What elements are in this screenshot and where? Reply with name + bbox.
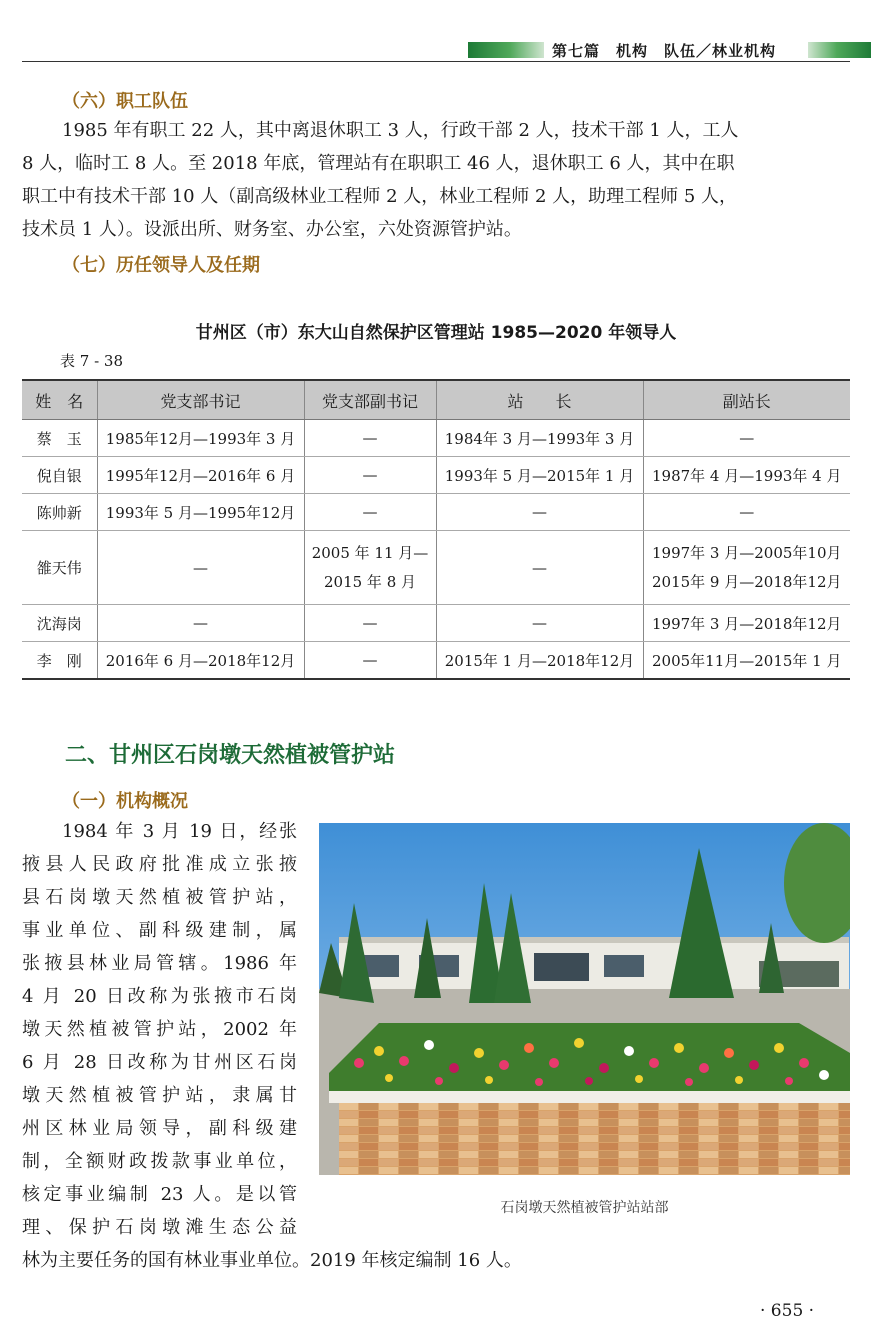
paragraph-line: 1984 年 3 月 19 日，经张 — [62, 821, 297, 842]
header-deputy-secretary: 党支部副书记 — [304, 380, 436, 420]
section-2-paragraph — [22, 815, 297, 1244]
cell-line: 2015 年 8 月 — [323, 572, 417, 591]
paragraph-line: 核定事业编制 23 人。是以管 — [22, 1184, 297, 1205]
paragraph-line: 8 人，临时工 8 人。至 2018 年底，管理站有在职职工 46 人，退休职工 6 人，其中在职 — [22, 153, 735, 174]
paragraph-line: 张掖县林业局管辖。1986 年 — [22, 953, 297, 974]
cell-director: 1984年 3 月—1993年 3 月 — [436, 420, 643, 457]
section-2-title: 二、甘州区石岗墩天然植被管护站 — [65, 743, 396, 768]
paragraph-line: 6 月 28 日改称为甘州区石岗 — [22, 1052, 297, 1073]
cell-deputy-director: — — [643, 420, 850, 457]
cell-director: 1993年 5 月—2015年 1 月 — [436, 457, 643, 494]
header-title: 第七篇 机构 队伍／林业机构 — [552, 42, 777, 60]
paragraph-line: 州区林业局领导，副科级建 — [22, 1118, 297, 1139]
cell-secretary: 1985年12月—1993年 3 月 — [97, 420, 304, 457]
paragraph-line: 掖县人民政府批准成立张掖 — [22, 854, 297, 875]
cell-deputy-secretary: — — [304, 605, 436, 642]
cell-name: 李 刚 — [22, 642, 97, 680]
cell-deputy-director: 2005年11月—2015年 1 月 — [643, 642, 850, 680]
cell-director: — — [436, 494, 643, 531]
cell-director: — — [436, 605, 643, 642]
section-7-heading: （七）历任领导人及任期 — [62, 255, 260, 276]
paragraph-line: 理、保护石岗墩滩生态公益 — [22, 1217, 297, 1238]
cell-line: 2005 年 11 月— — [311, 543, 429, 562]
cell-deputy-secretary: — — [304, 420, 436, 457]
station-photo-illustration — [319, 823, 850, 1175]
cell-name: 雒天伟 — [22, 531, 97, 605]
table-row — [22, 642, 850, 680]
header-rule — [22, 61, 850, 62]
cell-name: 沈海岗 — [22, 605, 97, 642]
cell-deputy-director: — — [643, 494, 850, 531]
cell-name: 陈帅新 — [22, 494, 97, 531]
header-deputy-director: 副站长 — [643, 380, 850, 420]
leaders-table — [22, 379, 850, 680]
cell-secretary: 1995年12月—2016年 6 月 — [97, 457, 304, 494]
cell-secretary: — — [97, 531, 304, 605]
table-row — [22, 531, 850, 605]
table-row — [22, 420, 850, 457]
table-caption: 甘州区（市）东大山自然保护区管理站 1985—2020 年领导人 — [195, 323, 677, 343]
section-2-last-line — [22, 1244, 850, 1277]
cell-name: 蔡 玉 — [22, 420, 97, 457]
header-decor-bar-right — [808, 42, 871, 58]
section-6-paragraph — [22, 114, 850, 246]
header-name: 姓 名 — [22, 380, 97, 420]
section-6-heading: （六）职工队伍 — [62, 91, 188, 112]
table-number: 表 7 - 38 — [60, 352, 124, 370]
cell-director: — — [436, 531, 643, 605]
paragraph-line: 制，全额财政拨款事业单位， — [22, 1151, 297, 1172]
paragraph-line: 1985 年有职工 22 人，其中离退休职工 3 人，行政干部 2 人，技术干部 1 人，工人 — [62, 120, 739, 141]
cell-deputy-secretary — [304, 531, 436, 605]
cell-line: 1997年 3 月—2005年10月 — [651, 543, 842, 562]
section-2-sub-heading: （一）机构概况 — [62, 791, 188, 812]
table-row — [22, 605, 850, 642]
cell-name: 倪自银 — [22, 457, 97, 494]
cell-deputy-director: 1987年 4 月—1993年 4 月 — [643, 457, 850, 494]
paragraph-line: 技术员 1 人）。设派出所、财务室、办公室，六处资源管护站。 — [22, 219, 522, 240]
paragraph-line: 县石岗墩天然植被管护站， — [22, 887, 297, 908]
paragraph-line: 4 月 20 日改称为张掖市石岗 — [22, 986, 297, 1007]
table-row — [22, 494, 850, 531]
running-header — [22, 40, 850, 64]
paragraph-line: 林为主要任务的国有林业事业单位。2019 年核定编制 16 人。 — [22, 1250, 522, 1271]
cell-deputy-secretary: — — [304, 494, 436, 531]
cell-line: 2015年 9 月—2018年12月 — [651, 572, 842, 591]
header-secretary: 党支部书记 — [97, 380, 304, 420]
cell-secretary: 1993年 5 月—1995年12月 — [97, 494, 304, 531]
cell-deputy-director: 1997年 3 月—2018年12月 — [643, 605, 850, 642]
cell-secretary: — — [97, 605, 304, 642]
paragraph-line: 事业单位、副科级建制，属 — [22, 920, 297, 941]
paragraph-line: 墩天然植被管护站，隶属甘 — [22, 1085, 297, 1106]
header-director: 站 长 — [436, 380, 643, 420]
paragraph-line: 墩天然植被管护站，2002 年 — [22, 1019, 297, 1040]
table-header-row — [22, 380, 850, 420]
header-decor-bar-left — [468, 42, 544, 58]
cell-secretary: 2016年 6 月—2018年12月 — [97, 642, 304, 680]
table-row — [22, 457, 850, 494]
cell-deputy-secretary: — — [304, 457, 436, 494]
photo-caption: 石岗墩天然植被管护站站部 — [500, 1200, 669, 1216]
cell-deputy-director — [643, 531, 850, 605]
cell-director: 2015年 1 月—2018年12月 — [436, 642, 643, 680]
station-photo — [319, 823, 850, 1175]
paragraph-line: 职工中有技术干部 10 人（副高级林业工程师 2 人，林业工程师 2 人，助理工程师 5 人， — [22, 186, 738, 207]
cell-deputy-secretary: — — [304, 642, 436, 680]
page-number: · 655 · — [760, 1301, 815, 1321]
